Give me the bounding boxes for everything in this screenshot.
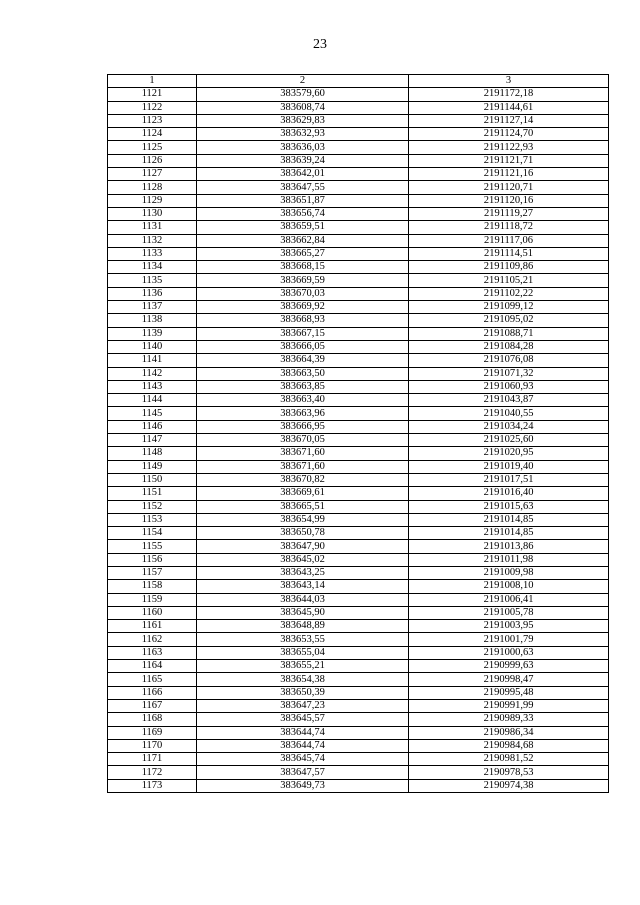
point-number-cell: 1172 [108,766,197,779]
y-coordinate-cell: 2191121,16 [409,168,609,181]
x-coordinate-cell: 383669,59 [197,274,409,287]
table-row [108,340,609,353]
table-row [108,620,609,633]
point-number-cell: 1143 [108,380,197,393]
table-row [108,540,609,553]
x-coordinate-cell: 383644,74 [197,739,409,752]
x-coordinate-cell: 383647,23 [197,699,409,712]
table-row [108,274,609,287]
point-number-cell: 1136 [108,287,197,300]
table-row [108,580,609,593]
table-row [108,247,609,260]
point-number-cell: 1157 [108,566,197,579]
y-coordinate-cell: 2191003,95 [409,620,609,633]
point-number-cell: 1155 [108,540,197,553]
x-coordinate-cell: 383651,87 [197,194,409,207]
x-coordinate-cell: 383655,21 [197,660,409,673]
point-number-cell: 1135 [108,274,197,287]
table-row [108,447,609,460]
point-number-cell: 1150 [108,473,197,486]
y-coordinate-cell: 2190991,99 [409,699,609,712]
x-coordinate-cell: 383639,24 [197,154,409,167]
table-row [108,181,609,194]
point-number-cell: 1125 [108,141,197,154]
y-coordinate-cell: 2191084,28 [409,340,609,353]
point-number-cell: 1122 [108,101,197,114]
x-coordinate-cell: 383608,74 [197,101,409,114]
y-coordinate-cell: 2191011,98 [409,553,609,566]
x-coordinate-cell: 383645,02 [197,553,409,566]
table-row [108,566,609,579]
table-row [108,593,609,606]
point-number-cell: 1163 [108,646,197,659]
x-coordinate-cell: 383664,39 [197,354,409,367]
y-coordinate-cell: 2191076,08 [409,354,609,367]
point-number-cell: 1142 [108,367,197,380]
point-number-cell: 1131 [108,221,197,234]
table-row [108,726,609,739]
table-row [108,128,609,141]
y-coordinate-cell: 2191102,22 [409,287,609,300]
x-coordinate-cell: 383629,83 [197,114,409,127]
point-number-cell: 1164 [108,660,197,673]
point-number-cell: 1133 [108,247,197,260]
point-number-cell: 1127 [108,168,197,181]
y-coordinate-cell: 2190998,47 [409,673,609,686]
y-coordinate-cell: 2191005,78 [409,606,609,619]
x-coordinate-cell: 383665,27 [197,247,409,260]
page-number: 23 [313,37,327,52]
table-row [108,473,609,486]
point-number-cell: 1168 [108,713,197,726]
point-number-cell: 1171 [108,753,197,766]
point-number-cell: 1154 [108,527,197,540]
point-number-cell: 1170 [108,739,197,752]
table-row [108,101,609,114]
table-row [108,434,609,447]
x-coordinate-cell: 383666,05 [197,340,409,353]
y-coordinate-cell: 2191019,40 [409,460,609,473]
y-coordinate-cell: 2191109,86 [409,261,609,274]
column-header-point: 1 [108,75,197,88]
table-row [108,354,609,367]
x-coordinate-cell: 383663,40 [197,394,409,407]
table-row [108,713,609,726]
point-number-cell: 1156 [108,553,197,566]
table-row [108,699,609,712]
table-row [108,380,609,393]
x-coordinate-cell: 383669,61 [197,487,409,500]
y-coordinate-cell: 2191040,55 [409,407,609,420]
y-coordinate-cell: 2191095,02 [409,314,609,327]
y-coordinate-cell: 2191120,71 [409,181,609,194]
table-row [108,686,609,699]
point-number-cell: 1138 [108,314,197,327]
table-row [108,314,609,327]
point-number-cell: 1167 [108,699,197,712]
x-coordinate-cell: 383663,85 [197,380,409,393]
y-coordinate-cell: 2191016,40 [409,487,609,500]
x-coordinate-cell: 383654,38 [197,673,409,686]
x-coordinate-cell: 383671,60 [197,460,409,473]
y-coordinate-cell: 2191060,93 [409,380,609,393]
point-number-cell: 1165 [108,673,197,686]
y-coordinate-cell: 2190984,68 [409,739,609,752]
point-number-cell: 1139 [108,327,197,340]
x-coordinate-cell: 383663,50 [197,367,409,380]
y-coordinate-cell: 2191020,95 [409,447,609,460]
table-row [108,646,609,659]
table-row [108,739,609,752]
y-coordinate-cell: 2191017,51 [409,473,609,486]
table-row [108,606,609,619]
table-row [108,527,609,540]
y-coordinate-cell: 2191008,10 [409,580,609,593]
y-coordinate-cell: 2191001,79 [409,633,609,646]
point-number-cell: 1161 [108,620,197,633]
x-coordinate-cell: 383666,95 [197,420,409,433]
x-coordinate-cell: 383671,60 [197,447,409,460]
x-coordinate-cell: 383665,51 [197,500,409,513]
x-coordinate-cell: 383670,82 [197,473,409,486]
x-coordinate-cell: 383632,93 [197,128,409,141]
x-coordinate-cell: 383643,14 [197,580,409,593]
table-header-row [108,75,609,88]
x-coordinate-cell: 383647,55 [197,181,409,194]
table-row [108,234,609,247]
table-row [108,194,609,207]
point-number-cell: 1128 [108,181,197,194]
y-coordinate-cell: 2191015,63 [409,500,609,513]
point-number-cell: 1137 [108,301,197,314]
x-coordinate-cell: 383650,78 [197,527,409,540]
x-coordinate-cell: 383645,57 [197,713,409,726]
y-coordinate-cell: 2191122,93 [409,141,609,154]
table-row [108,420,609,433]
y-coordinate-cell: 2191014,85 [409,513,609,526]
x-coordinate-cell: 383668,93 [197,314,409,327]
y-coordinate-cell: 2191043,87 [409,394,609,407]
x-coordinate-cell: 383645,74 [197,753,409,766]
point-number-cell: 1166 [108,686,197,699]
point-number-cell: 1160 [108,606,197,619]
coordinates-table [107,74,609,793]
x-coordinate-cell: 383668,15 [197,261,409,274]
table-row [108,487,609,500]
x-coordinate-cell: 383642,01 [197,168,409,181]
column-header-y: 3 [409,75,609,88]
y-coordinate-cell: 2191120,16 [409,194,609,207]
y-coordinate-cell: 2191034,24 [409,420,609,433]
table-row [108,301,609,314]
x-coordinate-cell: 383663,96 [197,407,409,420]
y-coordinate-cell: 2191119,27 [409,207,609,220]
y-coordinate-cell: 2191006,41 [409,593,609,606]
x-coordinate-cell: 383648,89 [197,620,409,633]
table-row [108,141,609,154]
x-coordinate-cell: 383643,25 [197,566,409,579]
x-coordinate-cell: 383655,04 [197,646,409,659]
point-number-cell: 1141 [108,354,197,367]
x-coordinate-cell: 383669,92 [197,301,409,314]
y-coordinate-cell: 2191124,70 [409,128,609,141]
y-coordinate-cell: 2191114,51 [409,247,609,260]
point-number-cell: 1153 [108,513,197,526]
y-coordinate-cell: 2191009,98 [409,566,609,579]
y-coordinate-cell: 2191105,21 [409,274,609,287]
y-coordinate-cell: 2191088,71 [409,327,609,340]
point-number-cell: 1123 [108,114,197,127]
point-number-cell: 1146 [108,420,197,433]
x-coordinate-cell: 383662,84 [197,234,409,247]
x-coordinate-cell: 383579,60 [197,88,409,101]
table-row [108,327,609,340]
y-coordinate-cell: 2190981,52 [409,753,609,766]
point-number-cell: 1145 [108,407,197,420]
point-number-cell: 1169 [108,726,197,739]
table-row [108,287,609,300]
y-coordinate-cell: 2191172,18 [409,88,609,101]
x-coordinate-cell: 383645,90 [197,606,409,619]
y-coordinate-cell: 2191127,14 [409,114,609,127]
y-coordinate-cell: 2190974,38 [409,779,609,792]
x-coordinate-cell: 383647,90 [197,540,409,553]
point-number-cell: 1158 [108,580,197,593]
table-row [108,407,609,420]
x-coordinate-cell: 383644,03 [197,593,409,606]
point-number-cell: 1126 [108,154,197,167]
point-number-cell: 1151 [108,487,197,500]
point-number-cell: 1140 [108,340,197,353]
x-coordinate-cell: 383649,73 [197,779,409,792]
table-row [108,114,609,127]
table-row [108,500,609,513]
point-number-cell: 1148 [108,447,197,460]
y-coordinate-cell: 2191014,85 [409,527,609,540]
point-number-cell: 1144 [108,394,197,407]
table-row [108,207,609,220]
x-coordinate-cell: 383670,05 [197,434,409,447]
y-coordinate-cell: 2190986,34 [409,726,609,739]
x-coordinate-cell: 383636,03 [197,141,409,154]
table-row [108,261,609,274]
table-row [108,460,609,473]
y-coordinate-cell: 2190995,48 [409,686,609,699]
table-row [108,779,609,792]
table-row [108,221,609,234]
x-coordinate-cell: 383659,51 [197,221,409,234]
x-coordinate-cell: 383670,03 [197,287,409,300]
point-number-cell: 1173 [108,779,197,792]
y-coordinate-cell: 2190978,53 [409,766,609,779]
table-row [108,633,609,646]
x-coordinate-cell: 383654,99 [197,513,409,526]
y-coordinate-cell: 2191144,61 [409,101,609,114]
point-number-cell: 1147 [108,434,197,447]
y-coordinate-cell: 2191013,86 [409,540,609,553]
table-row [108,553,609,566]
x-coordinate-cell: 383644,74 [197,726,409,739]
table-row [108,367,609,380]
y-coordinate-cell: 2190989,33 [409,713,609,726]
table-row [108,394,609,407]
y-coordinate-cell: 2191000,63 [409,646,609,659]
point-number-cell: 1152 [108,500,197,513]
y-coordinate-cell: 2191025,60 [409,434,609,447]
point-number-cell: 1134 [108,261,197,274]
y-coordinate-cell: 2191121,71 [409,154,609,167]
point-number-cell: 1162 [108,633,197,646]
y-coordinate-cell: 2191117,06 [409,234,609,247]
table-row [108,766,609,779]
table-row [108,753,609,766]
table-body [108,88,609,793]
y-coordinate-cell: 2191099,12 [409,301,609,314]
y-coordinate-cell: 2191118,72 [409,221,609,234]
table-row [108,660,609,673]
column-header-x: 2 [197,75,409,88]
point-number-cell: 1149 [108,460,197,473]
table-row [108,673,609,686]
table-row [108,513,609,526]
point-number-cell: 1130 [108,207,197,220]
x-coordinate-cell: 383667,15 [197,327,409,340]
y-coordinate-cell: 2190999,63 [409,660,609,673]
y-coordinate-cell: 2191071,32 [409,367,609,380]
x-coordinate-cell: 383653,55 [197,633,409,646]
x-coordinate-cell: 383656,74 [197,207,409,220]
table-row [108,88,609,101]
point-number-cell: 1129 [108,194,197,207]
point-number-cell: 1124 [108,128,197,141]
point-number-cell: 1159 [108,593,197,606]
point-number-cell: 1132 [108,234,197,247]
point-number-cell: 1121 [108,88,197,101]
x-coordinate-cell: 383650,39 [197,686,409,699]
table-row [108,168,609,181]
table-row [108,154,609,167]
x-coordinate-cell: 383647,57 [197,766,409,779]
